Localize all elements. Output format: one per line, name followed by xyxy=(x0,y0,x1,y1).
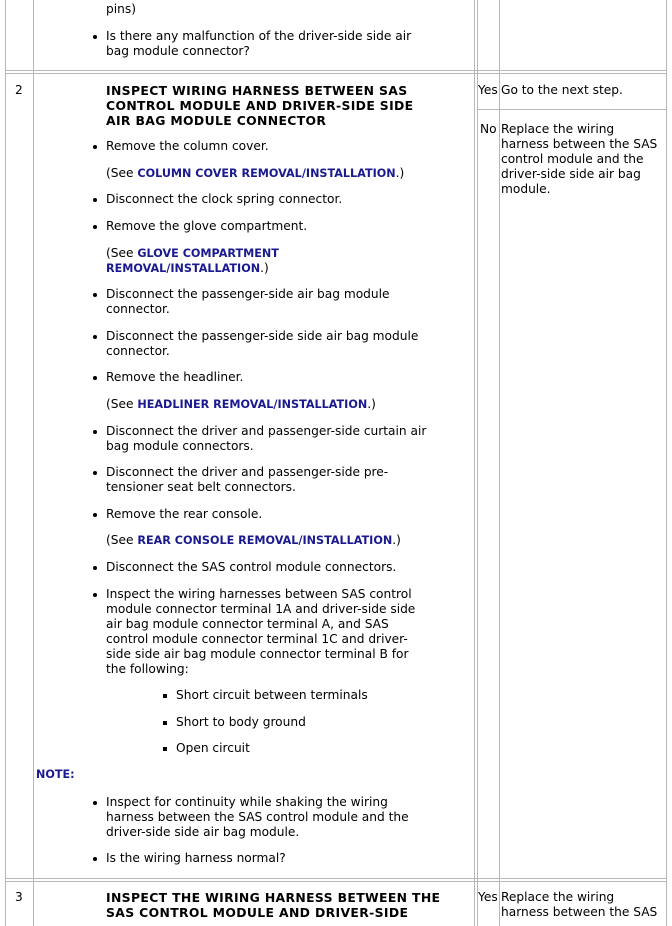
list-item: Remove the glove compartment. xyxy=(106,219,308,233)
list-item: Remove the headliner. xyxy=(106,370,244,384)
bullet xyxy=(93,857,97,861)
bullet xyxy=(93,335,97,339)
bullet xyxy=(93,566,97,570)
see-reference: (See REAR CONSOLE REMOVAL/INSTALLATION.) xyxy=(106,533,401,547)
column-cover-link[interactable]: COLUMN COVER REMOVAL/INSTALLATION xyxy=(137,167,396,180)
bullet xyxy=(93,145,97,149)
sub-list-item: Short to body ground xyxy=(176,715,306,729)
list-item: Disconnect the driver and passenger-side pre- tensioner seat belt connectors. xyxy=(106,465,389,494)
bullet xyxy=(93,35,97,39)
col-divider-step xyxy=(33,0,34,926)
bullet xyxy=(93,513,97,517)
bullet xyxy=(93,801,97,805)
sub-bullet xyxy=(163,721,167,725)
bullet xyxy=(93,293,97,297)
headliner-link[interactable]: HEADLINER REMOVAL/INSTALLATION xyxy=(137,398,368,411)
row-divider-1b xyxy=(5,73,667,74)
list-item: Inspect the wiring harnesses between SAS control module connector terminal 1A and driver-side side air bag module connector terminal A, and SAS control module connector terminal 1C and driver- side side air bag module connector terminal B for the following: xyxy=(106,587,416,676)
list-item: Disconnect the driver and passenger-side curtain air bag module connectors. xyxy=(106,424,427,453)
table-left-border xyxy=(5,0,6,926)
question: Is the wiring harness normal? xyxy=(106,851,286,865)
list-item: Disconnect the passenger-side air bag module connector. xyxy=(106,287,390,316)
yes-label: Yes xyxy=(478,890,498,904)
bullet xyxy=(93,430,97,434)
rear-console-link[interactable]: REAR CONSOLE REMOVAL/INSTALLATION xyxy=(137,534,393,547)
bullet xyxy=(93,376,97,380)
malfunction-question: Is there any malfunction of the driver-side side air bag module connector? xyxy=(106,29,412,58)
see-reference: (See GLOVE COMPARTMENT REMOVAL/INSTALLATION.) xyxy=(106,246,279,275)
list-item: Remove the column cover. xyxy=(106,139,269,153)
yes-action: Go to the next step. xyxy=(501,83,623,97)
see-reference: (See HEADLINER REMOVAL/INSTALLATION.) xyxy=(106,397,376,411)
no-label: No xyxy=(480,122,497,136)
bullet xyxy=(93,593,97,597)
row-divider-2a xyxy=(5,878,667,879)
sub-list-item: Open circuit xyxy=(176,741,250,755)
list-item: Disconnect the passenger-side side air bag module connector. xyxy=(106,329,419,358)
col-divider-result-a xyxy=(474,0,475,926)
sub-list-item: Short circuit between terminals xyxy=(176,688,368,702)
bullet xyxy=(93,471,97,475)
see-reference: (See COLUMN COVER REMOVAL/INSTALLATION.) xyxy=(106,166,405,180)
sub-bullet xyxy=(163,694,167,698)
row-divider-1a xyxy=(5,70,667,71)
col-divider-action xyxy=(499,0,500,926)
yes-no-divider xyxy=(477,109,667,110)
list-item: Disconnect the SAS control module connectors. xyxy=(106,560,397,574)
list-item: Disconnect the clock spring connector. xyxy=(106,192,343,206)
step-2-title: INSPECT WIRING HARNESS BETWEEN SAS CONTROL MODULE AND DRIVER-SIDE SIDE AIR BAG MODULE CONNECTOR xyxy=(106,83,414,128)
row-divider-2b xyxy=(5,881,667,882)
no-action: Replace the wiring harness between the SAS control module and the driver-side side air bag module. xyxy=(501,122,658,196)
yes-action: Replace the wiring harness between the SAS xyxy=(501,890,658,919)
glove-compartment-link-cont[interactable]: REMOVAL/INSTALLATION xyxy=(106,262,261,275)
step-3-title: INSPECT THE WIRING HARNESS BETWEEN THE SAS CONTROL MODULE AND DRIVER-SIDE xyxy=(106,890,441,920)
step-number-2: 2 xyxy=(15,83,23,97)
continued-text: pins) xyxy=(106,2,136,16)
yes-label: Yes xyxy=(478,83,498,97)
table-right-border xyxy=(666,0,667,926)
list-item: Inspect for continuity while shaking the wiring harness between the SAS control module and the driver-side side air bag module. xyxy=(106,795,409,839)
list-item: Remove the rear console. xyxy=(106,507,263,521)
bullet xyxy=(93,198,97,202)
col-divider-result-b xyxy=(477,0,478,926)
note-label: NOTE: xyxy=(36,768,75,781)
bullet xyxy=(93,225,97,229)
glove-compartment-link[interactable]: GLOVE COMPARTMENT xyxy=(137,247,279,260)
sub-bullet xyxy=(163,747,167,751)
step-number-3: 3 xyxy=(15,890,23,904)
